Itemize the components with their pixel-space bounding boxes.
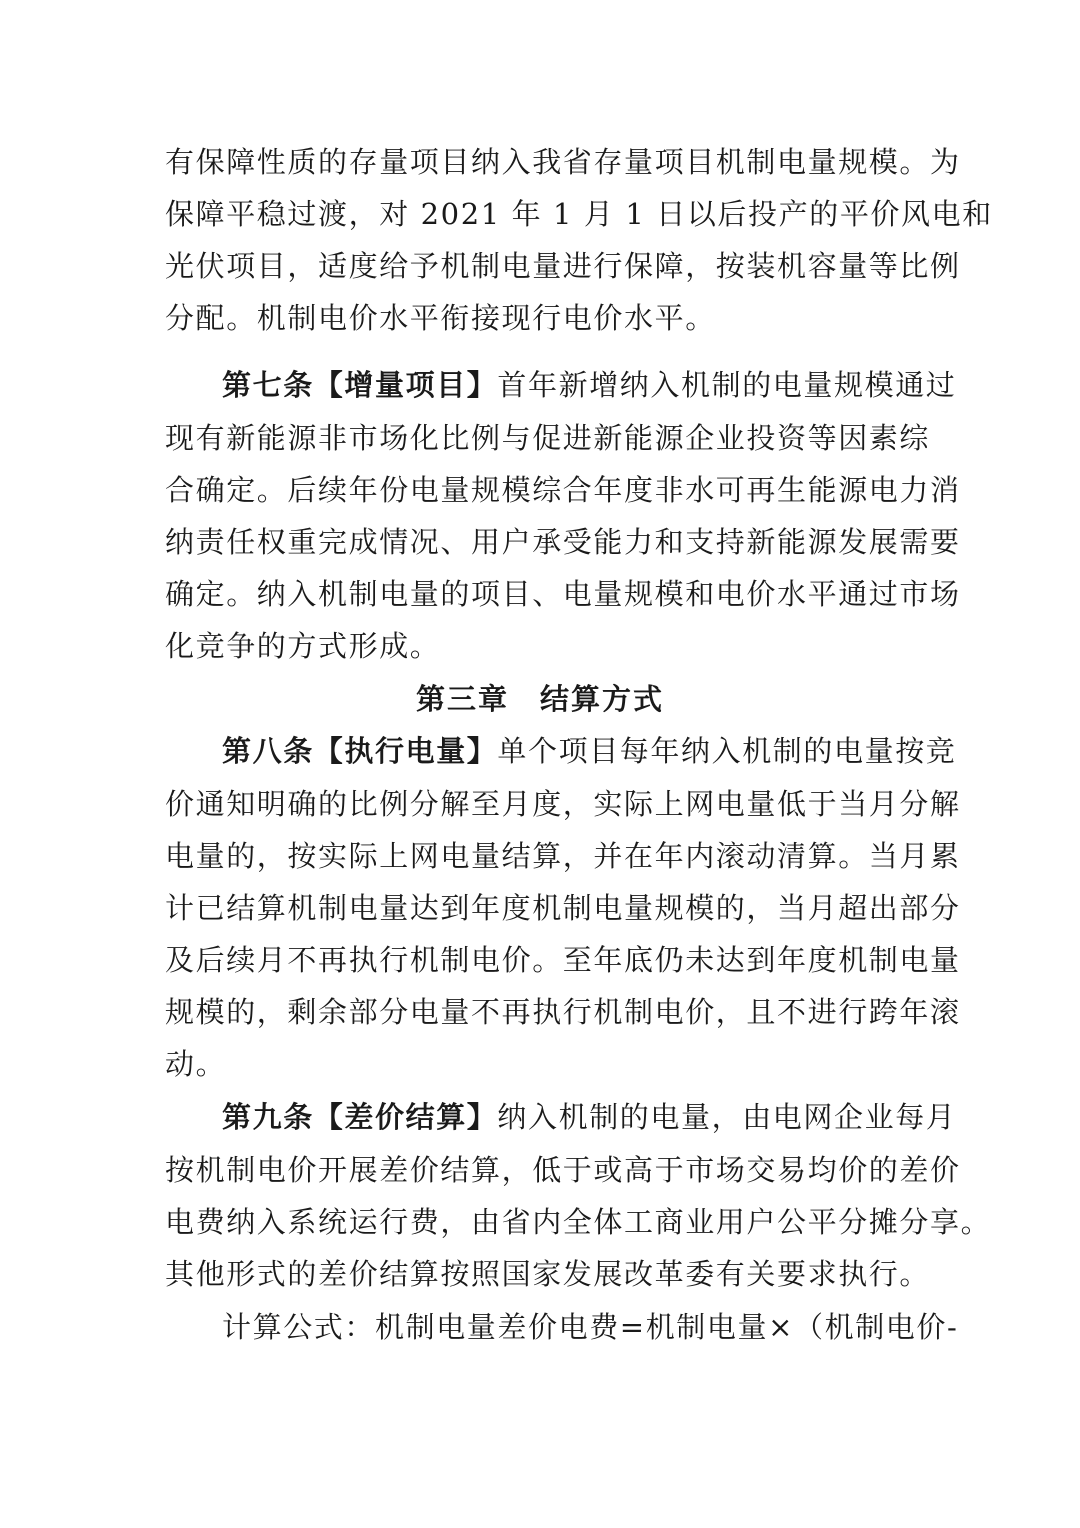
article-9-first-line-text: 纳入机制的电量，由电网企业每月 xyxy=(497,1100,957,1134)
article-9-heading: 第九条【差价结算】 xyxy=(222,1100,498,1134)
article-7-line-3: 合确定。后续年份电量规模综合年度非水可再生能源电力消 xyxy=(165,473,961,507)
carryover-line-1: 有保障性质的存量项目纳入我省存量项目机制电量规模。为 xyxy=(165,145,961,179)
article-8-line-5: 及后续月不再执行机制电价。至年底仍未达到年度机制电量 xyxy=(165,943,961,977)
article-8-first-line xyxy=(222,731,982,771)
article-7-line-5: 确定。纳入机制电量的项目、电量规模和电价水平通过市场 xyxy=(165,577,961,611)
article-9-line-3: 电费纳入系统运行费，由省内全体工商业用户公平分摊分享。 xyxy=(165,1205,992,1239)
article-8-line-6: 规模的，剩余部分电量不再执行机制电价，且不进行跨年滚 xyxy=(165,995,961,1029)
article-7-line-2: 现有新能源非市场化比例与促进新能源企业投资等因素综 xyxy=(165,421,931,455)
article-7-first-line-text: 首年新增纳入机制的电量规模通过 xyxy=(497,368,957,402)
formula-line: 计算公式：机制电量差价电费=机制电量×（机制电价- xyxy=(222,1310,959,1344)
article-9-line-4: 其他形式的差价结算按照国家发展改革委有关要求执行。 xyxy=(165,1257,931,1291)
article-7-line-4: 纳责任权重完成情况、用户承受能力和支持新能源发展需要 xyxy=(165,525,961,559)
carryover-line-4: 分配。机制电价水平衔接现行电价水平。 xyxy=(165,301,716,335)
carryover-line-2: 保障平稳过渡，对 2021 年 1 月 1 日以后投产的平价风电和 xyxy=(165,197,993,231)
article-9-line-2: 按机制电价开展差价结算，低于或高于市场交易均价的差价 xyxy=(165,1153,961,1187)
article-7-heading: 第七条【增量项目】 xyxy=(222,368,498,402)
article-8-line-4: 计已结算机制电量达到年度机制电量规模的，当月超出部分 xyxy=(165,891,961,925)
article-8-first-line-text: 单个项目每年纳入机制的电量按竞 xyxy=(497,734,957,768)
article-8-line-2: 价通知明确的比例分解至月度，实际上网电量低于当月分解 xyxy=(165,787,961,821)
article-7-line-6: 化竞争的方式形成。 xyxy=(165,629,441,663)
carryover-line-3: 光伏项目，适度给予机制电量进行保障，按装机容量等比例 xyxy=(165,249,961,283)
article-8-heading: 第八条【执行电量】 xyxy=(222,734,498,768)
article-9-first-line xyxy=(222,1097,982,1137)
chapter-3-title: 第三章 结算方式 xyxy=(415,682,664,716)
article-8-line-7: 动。 xyxy=(165,1047,227,1081)
article-7-first-line xyxy=(222,365,982,405)
article-8-line-3: 电量的，按实际上网电量结算，并在年内滚动清算。当月累 xyxy=(165,839,961,873)
